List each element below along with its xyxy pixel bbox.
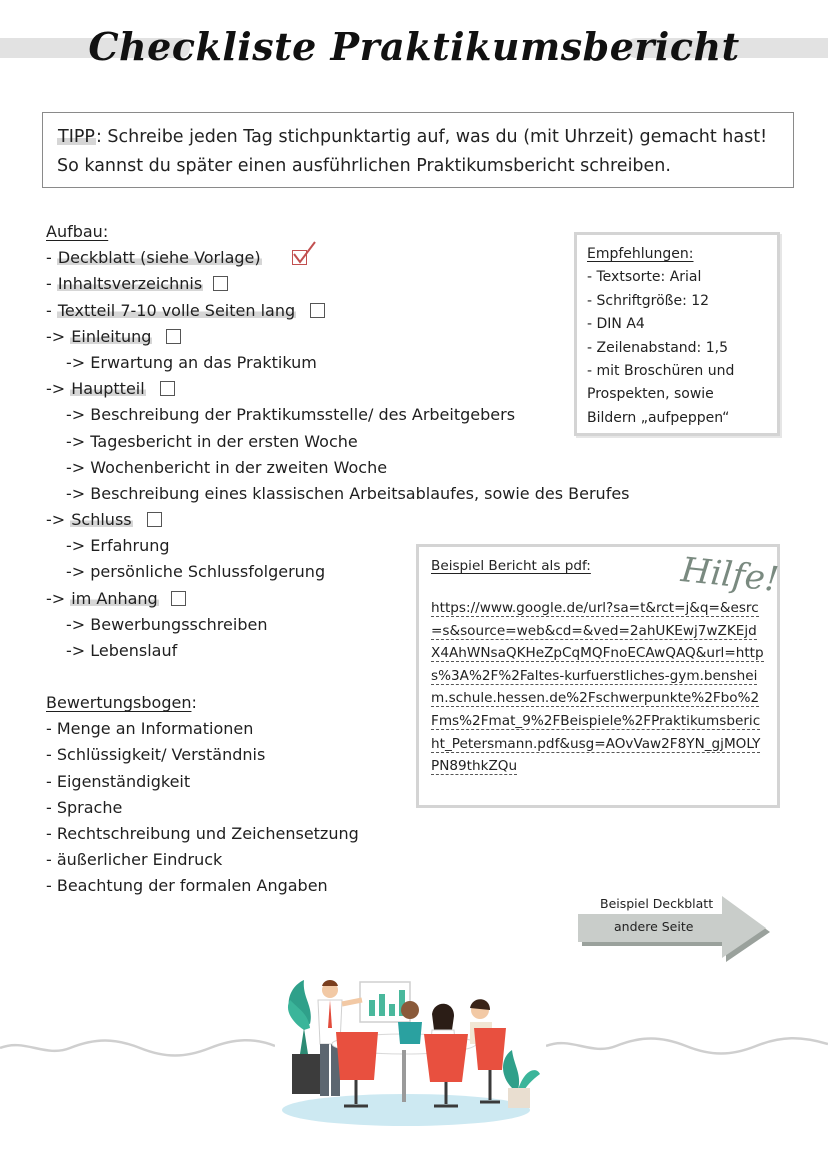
empfehlungen-box (574, 232, 780, 436)
bewertung-list: Bewertungsbogen: - Menge an Informationen - Schlüssigkeit/ Verständnis - Eigenständigkeit - Sprache - Rechtschreibung und Zeichensetzung - äußerlicher Eindruck - Beachtung der formalen Angaben (46, 690, 359, 900)
anhang-label: im Anhang (71, 588, 158, 608)
list-item: - Textsorte: Arial (587, 269, 702, 286)
list-item-deckblatt: - Deckblatt (siehe Vorlage) (46, 245, 630, 271)
list-item-anhang: -> im Anhang (46, 586, 630, 612)
list-item-inhaltsverzeichnis: - Inhaltsverzeichnis (46, 271, 630, 297)
list-item-schlussfolgerung: -> persönliche Schlussfolgerung (66, 562, 326, 582)
checkbox-textteil[interactable] (310, 303, 325, 318)
hilfe-label: Hilfe! (679, 549, 781, 601)
arrow-label-1: Beispiel Deckblatt (600, 896, 714, 911)
deckblatt-label: Deckblatt (siehe Vorlage) (57, 248, 261, 268)
beispiel-bericht-box (416, 544, 780, 808)
checkbox-anhang[interactable] (171, 591, 186, 606)
list-item-textteil: - Textteil 7-10 volle Seiten lang (46, 298, 630, 324)
list-item: - Schlüssigkeit/ Verständnis (46, 745, 266, 765)
list-item: - Beachtung der formalen Angaben (46, 876, 328, 896)
list-item: - äußerlicher Eindruck (46, 850, 223, 870)
list-item-erfahrung: -> Erfahrung (66, 536, 170, 556)
list-item-hauptteil: -> Hauptteil (46, 376, 630, 402)
inhaltsverzeichnis-label: Inhaltsverzeichnis (57, 274, 203, 294)
list-item: - DIN A4 (587, 316, 645, 333)
list-item: - Schriftgröße: 12 (587, 292, 710, 309)
einleitung-label: Einleitung (71, 326, 152, 346)
arrow-label-2: andere Seite (614, 919, 694, 934)
wave-line-left (0, 1030, 275, 1070)
tip-prefix: TIPP (58, 127, 95, 147)
team-meeting-illustration (274, 970, 544, 1130)
tip-box (42, 112, 794, 188)
pdf-link[interactable]: https://www.google.de/url?sa=t&rct=j&q=&esrc=s&source=web&cd=&ved=2ahUKEwj7wZKEjdX4AhWNsaQKHeZpCqMQFnoECAwQAQ&url=https%3A%2F%2Faltes-kurfuerstliches-gym.bensheim.schule.hessen.de%2Fschwerpunkte%2Fbo%2Fms%2Fmat_9%2FBeispiele%2FPraktikumsbericht_Petersmann.pdf&usg=AOvVaw2F8YN_gjMOLYPN89thkZQu (431, 600, 764, 775)
beispiel-bericht-heading: Beispiel Bericht als pdf: (431, 558, 591, 574)
list-item: - Sprache (46, 797, 123, 817)
list-item-tagesbericht: -> Tagesbericht in der ersten Woche (66, 431, 358, 451)
hauptteil-label: Hauptteil (71, 379, 145, 399)
list-item-einleitung: -> Einleitung (46, 324, 630, 350)
schluss-label: Schluss (71, 510, 132, 530)
aufbau-heading: Aufbau: (46, 222, 109, 241)
list-item: - Eigenständigkeit (46, 771, 191, 791)
checkbox-schluss[interactable] (147, 512, 162, 527)
checkbox-deckblatt[interactable] (292, 250, 307, 265)
tip-line-2: So kannst du später einen ausführlichen Praktikumsbericht schreiben. (57, 156, 671, 176)
list-item-wochenbericht: -> Wochenbericht in der zweiten Woche (66, 457, 388, 477)
checkmark-icon (291, 241, 317, 265)
list-item: - Rechtschreibung und Zeichensetzung (46, 823, 359, 843)
list-item: - Menge an Informationen (46, 719, 254, 739)
page-title: Checkliste Praktikumsbericht (88, 24, 740, 69)
textteil-label: Textteil 7-10 volle Seiten lang (57, 300, 296, 320)
tip-text-1: : Schreibe jeden Tag stichpunktartig auf, was du (mit Uhrzeit) gemacht hast! (95, 127, 768, 147)
tip-line-1 (57, 123, 779, 152)
list-item-beschreibung-stelle: -> Beschreibung der Praktikumsstelle/ des Arbeitgebers (66, 405, 516, 425)
empfehlungen-heading: Empfehlungen: (587, 246, 694, 262)
next-page-arrow[interactable] (578, 892, 774, 962)
checkbox-einleitung[interactable] (166, 329, 181, 344)
bewertung-heading: Bewertungsbogen (46, 693, 192, 712)
wave-line-right (546, 1030, 828, 1070)
list-item-bewerbung: -> Bewerbungsschreiben (66, 614, 268, 634)
list-item-schluss: -> Schluss (46, 507, 630, 533)
checkbox-inhaltsverzeichnis[interactable] (213, 276, 228, 291)
checkbox-hauptteil[interactable] (160, 381, 175, 396)
list-item: - mit Broschüren und Prospekten, sowie Bildern „aufpeppen“ (587, 363, 735, 426)
list-item-lebenslauf: -> Lebenslauf (66, 641, 178, 660)
list-item-arbeitsablauf: -> Beschreibung eines klassischen Arbeitsablaufes, sowie des Berufes (66, 483, 630, 503)
list-item: - Zeilenabstand: 1,5 (587, 339, 728, 356)
list-item-erwartung: -> Erwartung an das Praktikum (66, 352, 317, 372)
